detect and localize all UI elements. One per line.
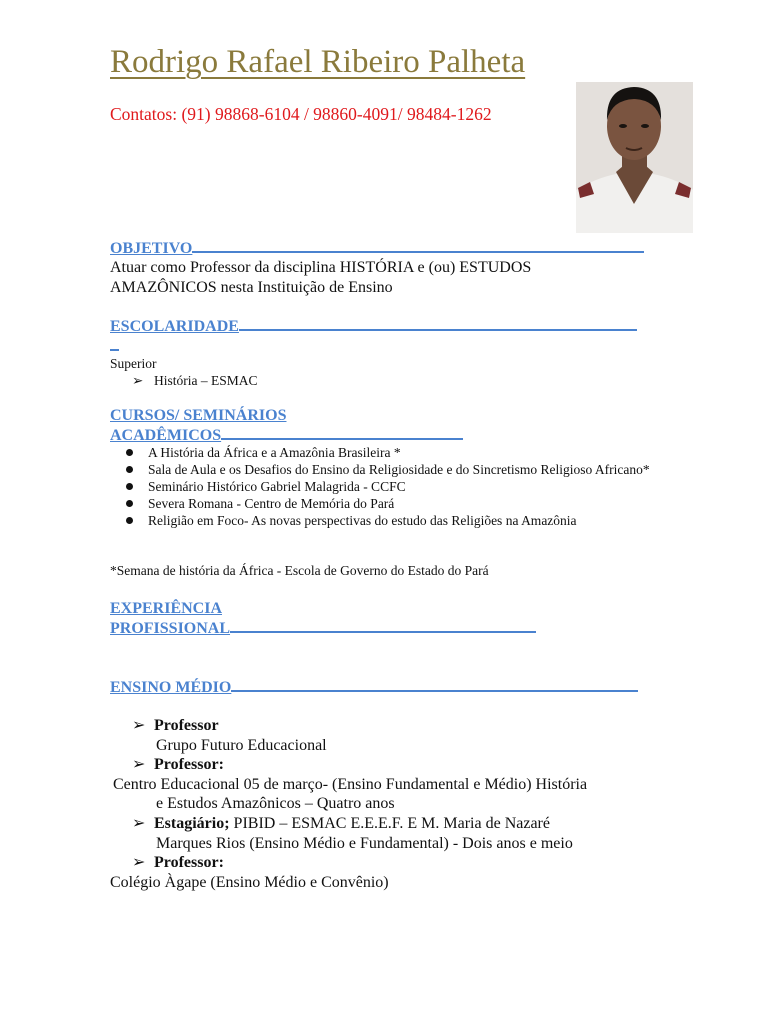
experience-entry: [132, 755, 224, 775]
objetivo-text-line2: AMAZÔNICOS nesta Instituição de Ensino: [110, 279, 393, 296]
arrow-bullet-icon: ➢: [132, 854, 146, 871]
experience-detail: Colégio Àgape (Ensino Médio e Convênio): [110, 874, 389, 891]
list-item: Sala de Aula e os Desafios do Ensino da Religiosidade e do Sincretismo Religioso Africano*: [110, 461, 670, 478]
experience-detail: Grupo Futuro Educacional: [156, 737, 327, 754]
heading-rule-continuation: [110, 349, 119, 351]
contact-phones: Contatos: (91) 98868-6104 / 98860-4091/ 98484-1262: [110, 104, 492, 124]
experience-role: Professor:: [154, 854, 224, 871]
section-heading-experiencia: EXPERIÊNCIA PROFISSIONAL: [110, 599, 536, 639]
education-level: Superior: [110, 356, 157, 371]
experience-detail: Marques Rios (Ensino Médio e Fundamental) - Dois anos e meio: [156, 835, 573, 852]
experience-entry: [132, 814, 658, 834]
courses-list: [110, 444, 670, 529]
experience-detail: Centro Educacional 05 de março- (Ensino Fundamental e Médio) História: [113, 776, 588, 793]
experience-role: Professor:: [154, 756, 224, 773]
section-heading-cursos: CURSOS/ SEMINÁRIOS ACADÊMICOS: [110, 406, 463, 446]
arrow-bullet-icon: ➢: [132, 756, 146, 773]
objetivo-text-line1: Atuar como Professor da disciplina HISTÓRIA e (ou) ESTUDOS: [110, 259, 532, 276]
education-course: História – ESMAC: [154, 373, 258, 388]
section-heading-escolaridade: ESCOLARIDADE: [110, 317, 637, 337]
experience-entry: [132, 853, 224, 873]
experience-detail: PIBID – ESMAC E.E.E.F. E M. Maria de Nazaré: [233, 815, 550, 832]
arrow-bullet-icon: ➢: [132, 373, 144, 388]
section-heading-ensino-medio: ENSINO MÉDIO: [110, 678, 638, 698]
courses-note: *Semana de história da África - Escola de Governo do Estado do Pará: [110, 563, 489, 578]
list-item: Seminário Histórico Gabriel Malagrida - CCFC: [110, 478, 670, 495]
section-heading-objetivo: OBJETIVO: [110, 239, 644, 259]
list-item: Severa Romana - Centro de Memória do Pará: [110, 495, 670, 512]
list-item: Religião em Foco- As novas perspectivas do estudo das Religiões na Amazônia: [110, 512, 670, 529]
experience-entry: [132, 716, 219, 736]
arrow-bullet-icon: ➢: [132, 815, 146, 832]
experience-role: Professor: [154, 717, 219, 734]
list-item: A História da África e a Amazônia Brasileira *: [110, 444, 670, 461]
profile-photo: [576, 82, 693, 233]
arrow-bullet-icon: ➢: [132, 717, 146, 734]
experience-role: Estagiário;: [154, 815, 230, 832]
experience-detail: e Estudos Amazônicos – Quatro anos: [156, 795, 395, 812]
candidate-name: Rodrigo Rafael Ribeiro Palheta: [110, 44, 526, 80]
education-course-item: [132, 372, 258, 389]
